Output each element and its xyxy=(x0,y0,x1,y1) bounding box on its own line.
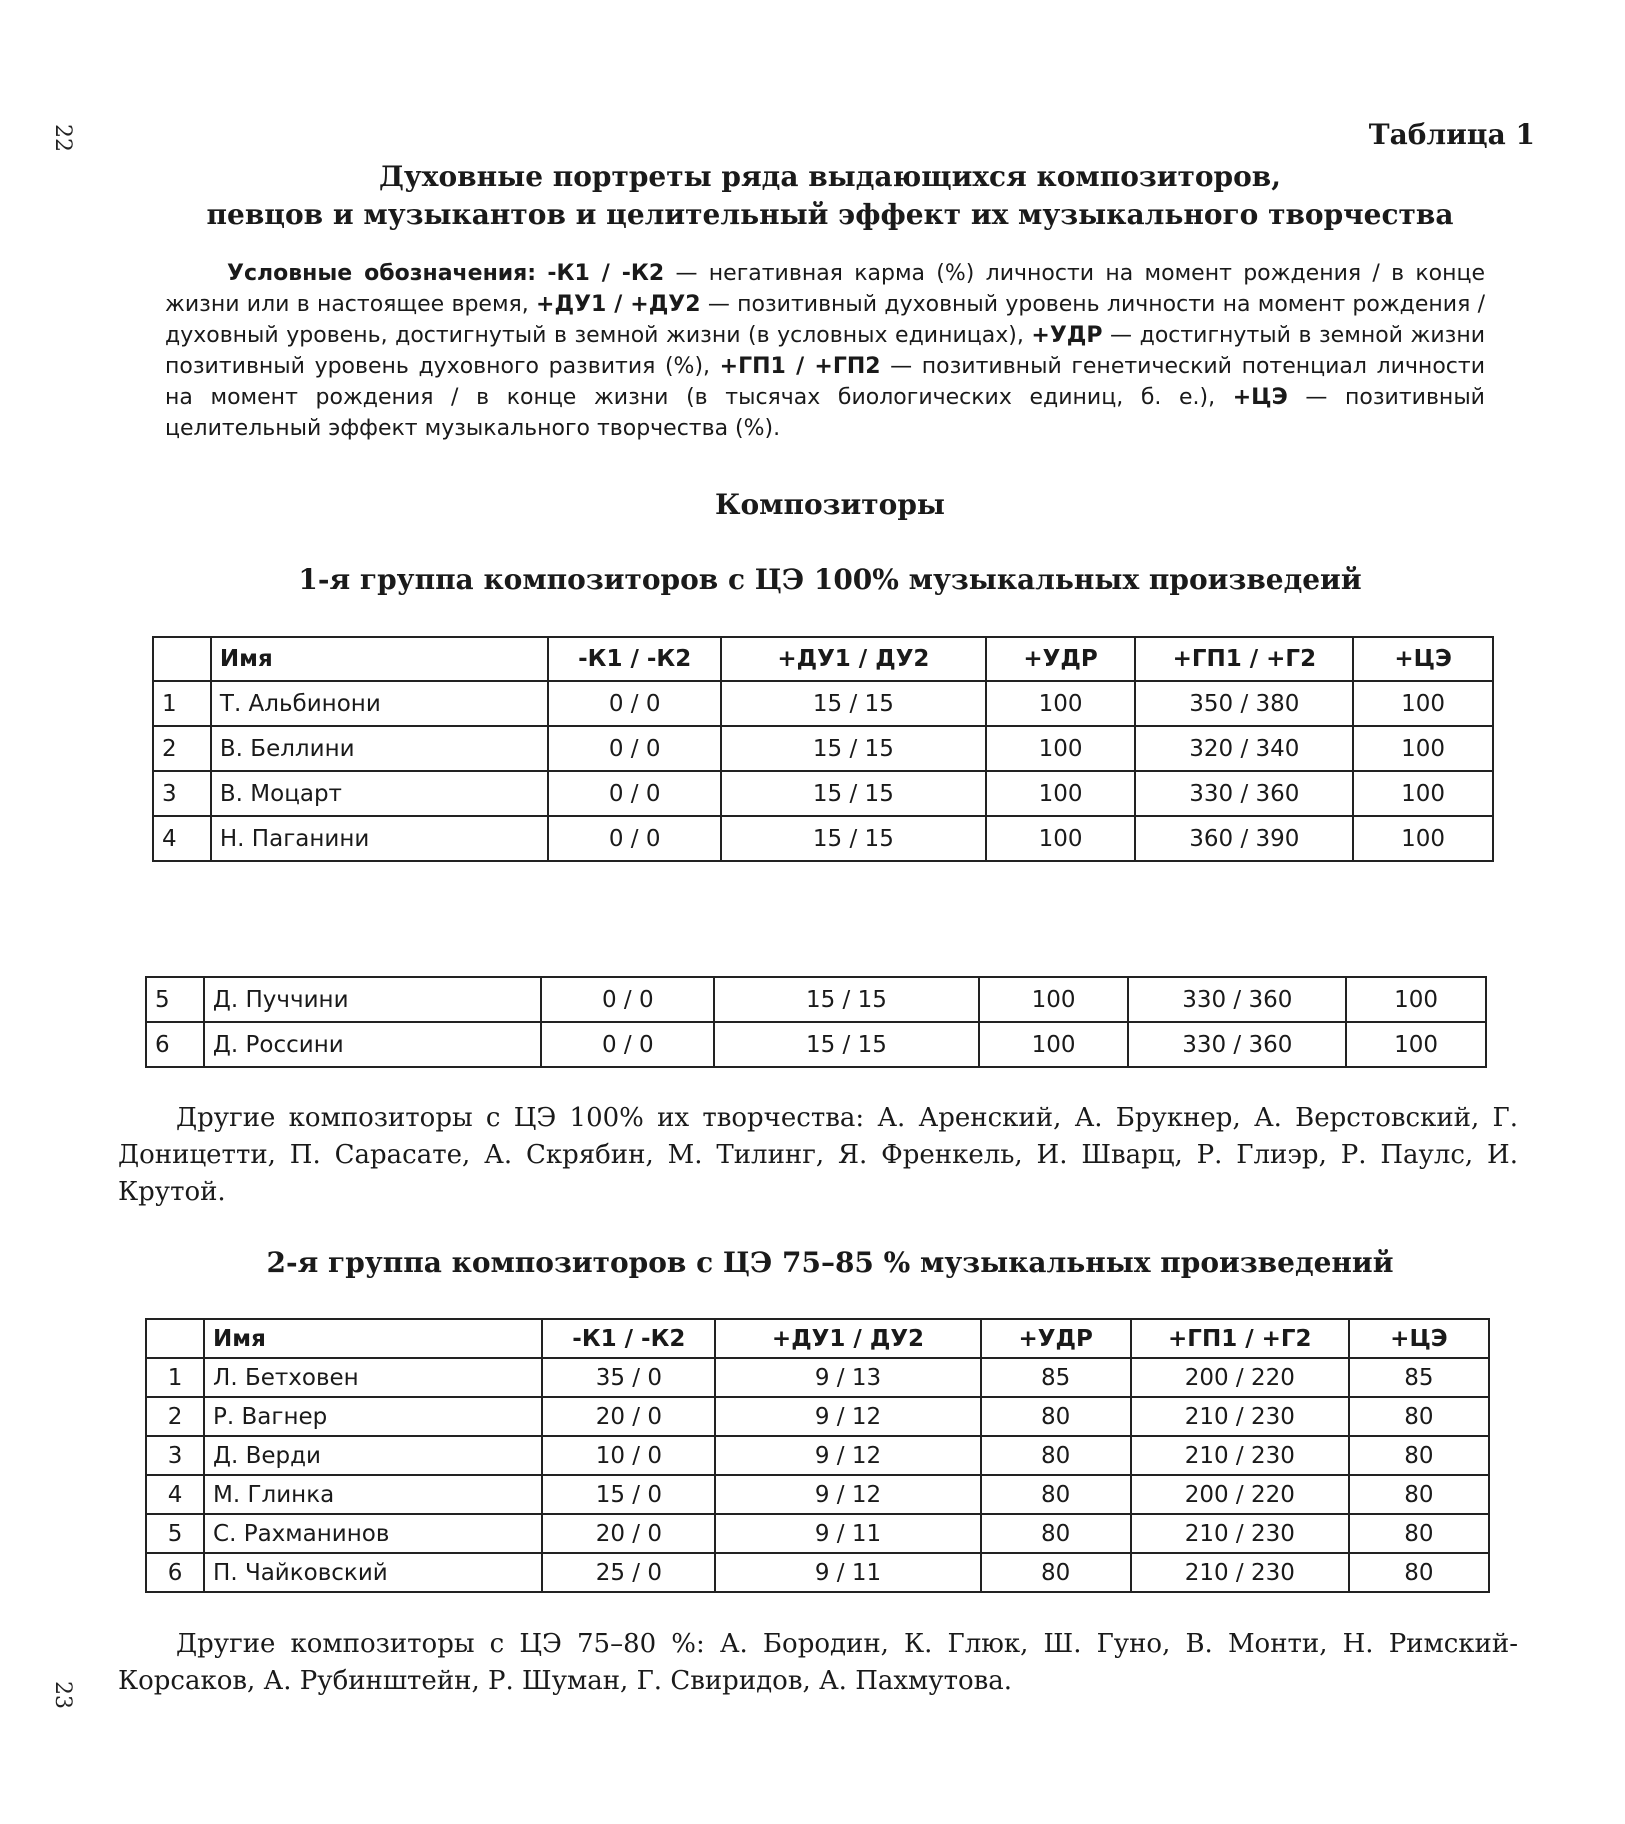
legend-intro-label: Условные обозначения: xyxy=(227,261,537,286)
page-number-top: 22 xyxy=(50,124,76,152)
row-name: Т. Альбинони xyxy=(211,681,548,726)
row-gp: 330 / 360 xyxy=(1128,977,1346,1022)
row-k: 0 / 0 xyxy=(541,977,714,1022)
row-number: 2 xyxy=(146,1397,204,1436)
row-gp: 360 / 390 xyxy=(1135,816,1353,861)
header-udr: +УДР xyxy=(986,637,1136,681)
table-header-row xyxy=(153,637,1493,681)
row-gp: 350 / 380 xyxy=(1135,681,1353,726)
row-udr: 100 xyxy=(986,771,1136,816)
table-row xyxy=(146,1553,1489,1592)
row-ce: 80 xyxy=(1349,1475,1489,1514)
header-k: -К1 / -К2 xyxy=(542,1319,715,1358)
header-name: Имя xyxy=(211,637,548,681)
row-ce: 80 xyxy=(1349,1514,1489,1553)
header-du: +ДУ1 / ДУ2 xyxy=(715,1319,980,1358)
row-du: 15 / 15 xyxy=(721,726,986,771)
row-k: 0 / 0 xyxy=(541,1022,714,1067)
row-k: 20 / 0 xyxy=(542,1514,715,1553)
row-du: 15 / 15 xyxy=(714,1022,979,1067)
row-number: 3 xyxy=(146,1436,204,1475)
row-ce: 85 xyxy=(1349,1358,1489,1397)
row-k: 35 / 0 xyxy=(542,1358,715,1397)
row-du: 15 / 15 xyxy=(714,977,979,1022)
row-ce: 100 xyxy=(1353,816,1493,861)
row-gp: 210 / 230 xyxy=(1131,1553,1349,1592)
row-k: 0 / 0 xyxy=(548,771,721,816)
group2-others-paragraph xyxy=(118,1626,1518,1700)
group1-others-text: Другие композиторы с ЦЭ 100% их творчества: А. Аренский, А. Брукнер, А. Верстовский, Г. Доницетти, П. Сарасате, А. Скрябин, М. Тилинг, Я. Френкель, И. Шварц, Р. Глиэр, Р. Паулс, И. Крутой. xyxy=(118,1103,1518,1207)
table-row xyxy=(146,1397,1489,1436)
header-ce: +ЦЭ xyxy=(1353,637,1493,681)
row-ce: 80 xyxy=(1349,1553,1489,1592)
row-du: 15 / 15 xyxy=(721,816,986,861)
group2-title: 2-я группа композиторов с ЦЭ 75–85 % музыкальных произведений xyxy=(266,1246,1394,1279)
group2-table xyxy=(145,1318,1490,1593)
row-gp: 210 / 230 xyxy=(1131,1436,1349,1475)
row-name: С. Рахманинов xyxy=(204,1514,542,1553)
row-udr: 100 xyxy=(979,1022,1129,1067)
row-number: 6 xyxy=(146,1553,204,1592)
legend-udr-text: — достигнутый в земной жизни позитивный уровень духовного развития (%), xyxy=(165,323,1485,379)
table-row xyxy=(153,816,1493,861)
row-k: 0 / 0 xyxy=(548,681,721,726)
row-k: 25 / 0 xyxy=(542,1553,715,1592)
row-number: 1 xyxy=(146,1358,204,1397)
legend-k-text: — негативная карма (%) личности на момент рождения / в конце жизни или в настоящее время, xyxy=(165,261,1485,317)
row-udr: 100 xyxy=(986,726,1136,771)
section-heading: Композиторы xyxy=(715,488,945,521)
title-line-2: певцов и музыкантов и целительный эффект их музыкального творчества xyxy=(206,198,1454,231)
table-row xyxy=(146,1358,1489,1397)
row-udr: 80 xyxy=(981,1397,1131,1436)
row-ce: 80 xyxy=(1349,1397,1489,1436)
row-gp: 200 / 220 xyxy=(1131,1475,1349,1514)
header-num xyxy=(153,637,211,681)
row-name: Д. Верди xyxy=(204,1436,542,1475)
row-name: П. Чайковский xyxy=(204,1553,542,1592)
row-ce: 100 xyxy=(1353,681,1493,726)
row-udr: 80 xyxy=(981,1475,1131,1514)
row-ce: 100 xyxy=(1353,771,1493,816)
row-du: 9 / 11 xyxy=(715,1514,980,1553)
row-du: 9 / 12 xyxy=(715,1397,980,1436)
group1-others-paragraph xyxy=(118,1100,1518,1211)
row-du: 15 / 15 xyxy=(721,771,986,816)
row-number: 1 xyxy=(153,681,211,726)
row-name: Д. Россини xyxy=(204,1022,541,1067)
row-name: Л. Бетховен xyxy=(204,1358,542,1397)
header-gp: +ГП1 / +Г2 xyxy=(1135,637,1353,681)
row-name: В. Моцарт xyxy=(211,771,548,816)
row-number: 4 xyxy=(146,1475,204,1514)
table-row xyxy=(153,771,1493,816)
row-number: 4 xyxy=(153,816,211,861)
row-ce: 80 xyxy=(1349,1436,1489,1475)
header-udr: +УДР xyxy=(981,1319,1131,1358)
legend-ce-text: — позитивный целительный эффект музыкального творчества (%). xyxy=(165,385,1485,441)
table-row xyxy=(146,1022,1486,1067)
row-ce: 100 xyxy=(1346,1022,1486,1067)
row-ce: 100 xyxy=(1346,977,1486,1022)
row-number: 3 xyxy=(153,771,211,816)
row-name: Р. Вагнер xyxy=(204,1397,542,1436)
legend-ce-label: +ЦЭ xyxy=(1232,385,1288,410)
table-row xyxy=(146,1514,1489,1553)
title-line-1: Духовные портреты ряда выдающихся композиторов, xyxy=(378,160,1282,193)
group1-title: 1-я группа композиторов с ЦЭ 100% музыкальных произведеий xyxy=(298,563,1362,596)
row-du: 9 / 12 xyxy=(715,1436,980,1475)
group2-others-text: Другие композиторы с ЦЭ 75–80 %: А. Бородин, К. Глюк, Ш. Гуно, В. Монти, Н. Римский-Корсаков, А. Рубинштейн, Р. Шуман, Г. Свиридов, А. Пахмутова. xyxy=(118,1629,1518,1696)
legend-gp-text: — позитивный генетический потенциал личности на момент рождения / в конце жизни (в тысячах биологических единиц, б. е.), xyxy=(165,354,1485,410)
legend-k-label: -К1 / -К2 xyxy=(547,261,665,286)
row-gp: 200 / 220 xyxy=(1131,1358,1349,1397)
table-row xyxy=(153,681,1493,726)
table-label: Таблица 1 xyxy=(1368,118,1535,151)
group1-table-b xyxy=(145,976,1487,1068)
row-gp: 210 / 230 xyxy=(1131,1514,1349,1553)
page-title xyxy=(130,158,1530,234)
row-number: 2 xyxy=(153,726,211,771)
legend-du-label: +ДУ1 / +ДУ2 xyxy=(536,292,701,317)
row-name: Н. Паганини xyxy=(211,816,548,861)
row-number: 5 xyxy=(146,977,204,1022)
row-udr: 100 xyxy=(979,977,1129,1022)
header-du: +ДУ1 / ДУ2 xyxy=(721,637,986,681)
header-k: -К1 / -К2 xyxy=(548,637,721,681)
row-number: 6 xyxy=(146,1022,204,1067)
legend-gp-label: +ГП1 / +ГП2 xyxy=(719,354,881,379)
row-du: 9 / 11 xyxy=(715,1553,980,1592)
legend xyxy=(165,258,1485,444)
row-name: Д. Пуччини xyxy=(204,977,541,1022)
row-k: 15 / 0 xyxy=(542,1475,715,1514)
row-du: 9 / 13 xyxy=(715,1358,980,1397)
row-k: 0 / 0 xyxy=(548,816,721,861)
row-udr: 85 xyxy=(981,1358,1131,1397)
row-gp: 330 / 360 xyxy=(1135,771,1353,816)
table-header-row xyxy=(146,1319,1489,1358)
row-ce: 100 xyxy=(1353,726,1493,771)
row-k: 20 / 0 xyxy=(542,1397,715,1436)
legend-udr-label: +УДР xyxy=(1031,323,1103,348)
table-row xyxy=(146,977,1486,1022)
header-name: Имя xyxy=(204,1319,542,1358)
header-num xyxy=(146,1319,204,1358)
row-du: 9 / 12 xyxy=(715,1475,980,1514)
header-ce: +ЦЭ xyxy=(1349,1319,1489,1358)
row-gp: 210 / 230 xyxy=(1131,1397,1349,1436)
row-number: 5 xyxy=(146,1514,204,1553)
table-row xyxy=(146,1475,1489,1514)
row-udr: 80 xyxy=(981,1436,1131,1475)
row-udr: 100 xyxy=(986,681,1136,726)
group1-table-a xyxy=(152,636,1494,862)
row-gp: 320 / 340 xyxy=(1135,726,1353,771)
row-udr: 80 xyxy=(981,1553,1131,1592)
row-name: В. Беллини xyxy=(211,726,548,771)
row-name: М. Глинка xyxy=(204,1475,542,1514)
row-du: 15 / 15 xyxy=(721,681,986,726)
table-row xyxy=(153,726,1493,771)
row-gp: 330 / 360 xyxy=(1128,1022,1346,1067)
table-row xyxy=(146,1436,1489,1475)
legend-du-text: — позитивный духовный уровень личности на момент рождения / духовный уровень, достигнутый в земной жизни (в условных единицах), xyxy=(165,292,1485,348)
row-udr: 80 xyxy=(981,1514,1131,1553)
row-k: 0 / 0 xyxy=(548,726,721,771)
header-gp: +ГП1 / +Г2 xyxy=(1131,1319,1349,1358)
row-udr: 100 xyxy=(986,816,1136,861)
row-k: 10 / 0 xyxy=(542,1436,715,1475)
page-number-bottom: 23 xyxy=(50,1681,76,1709)
